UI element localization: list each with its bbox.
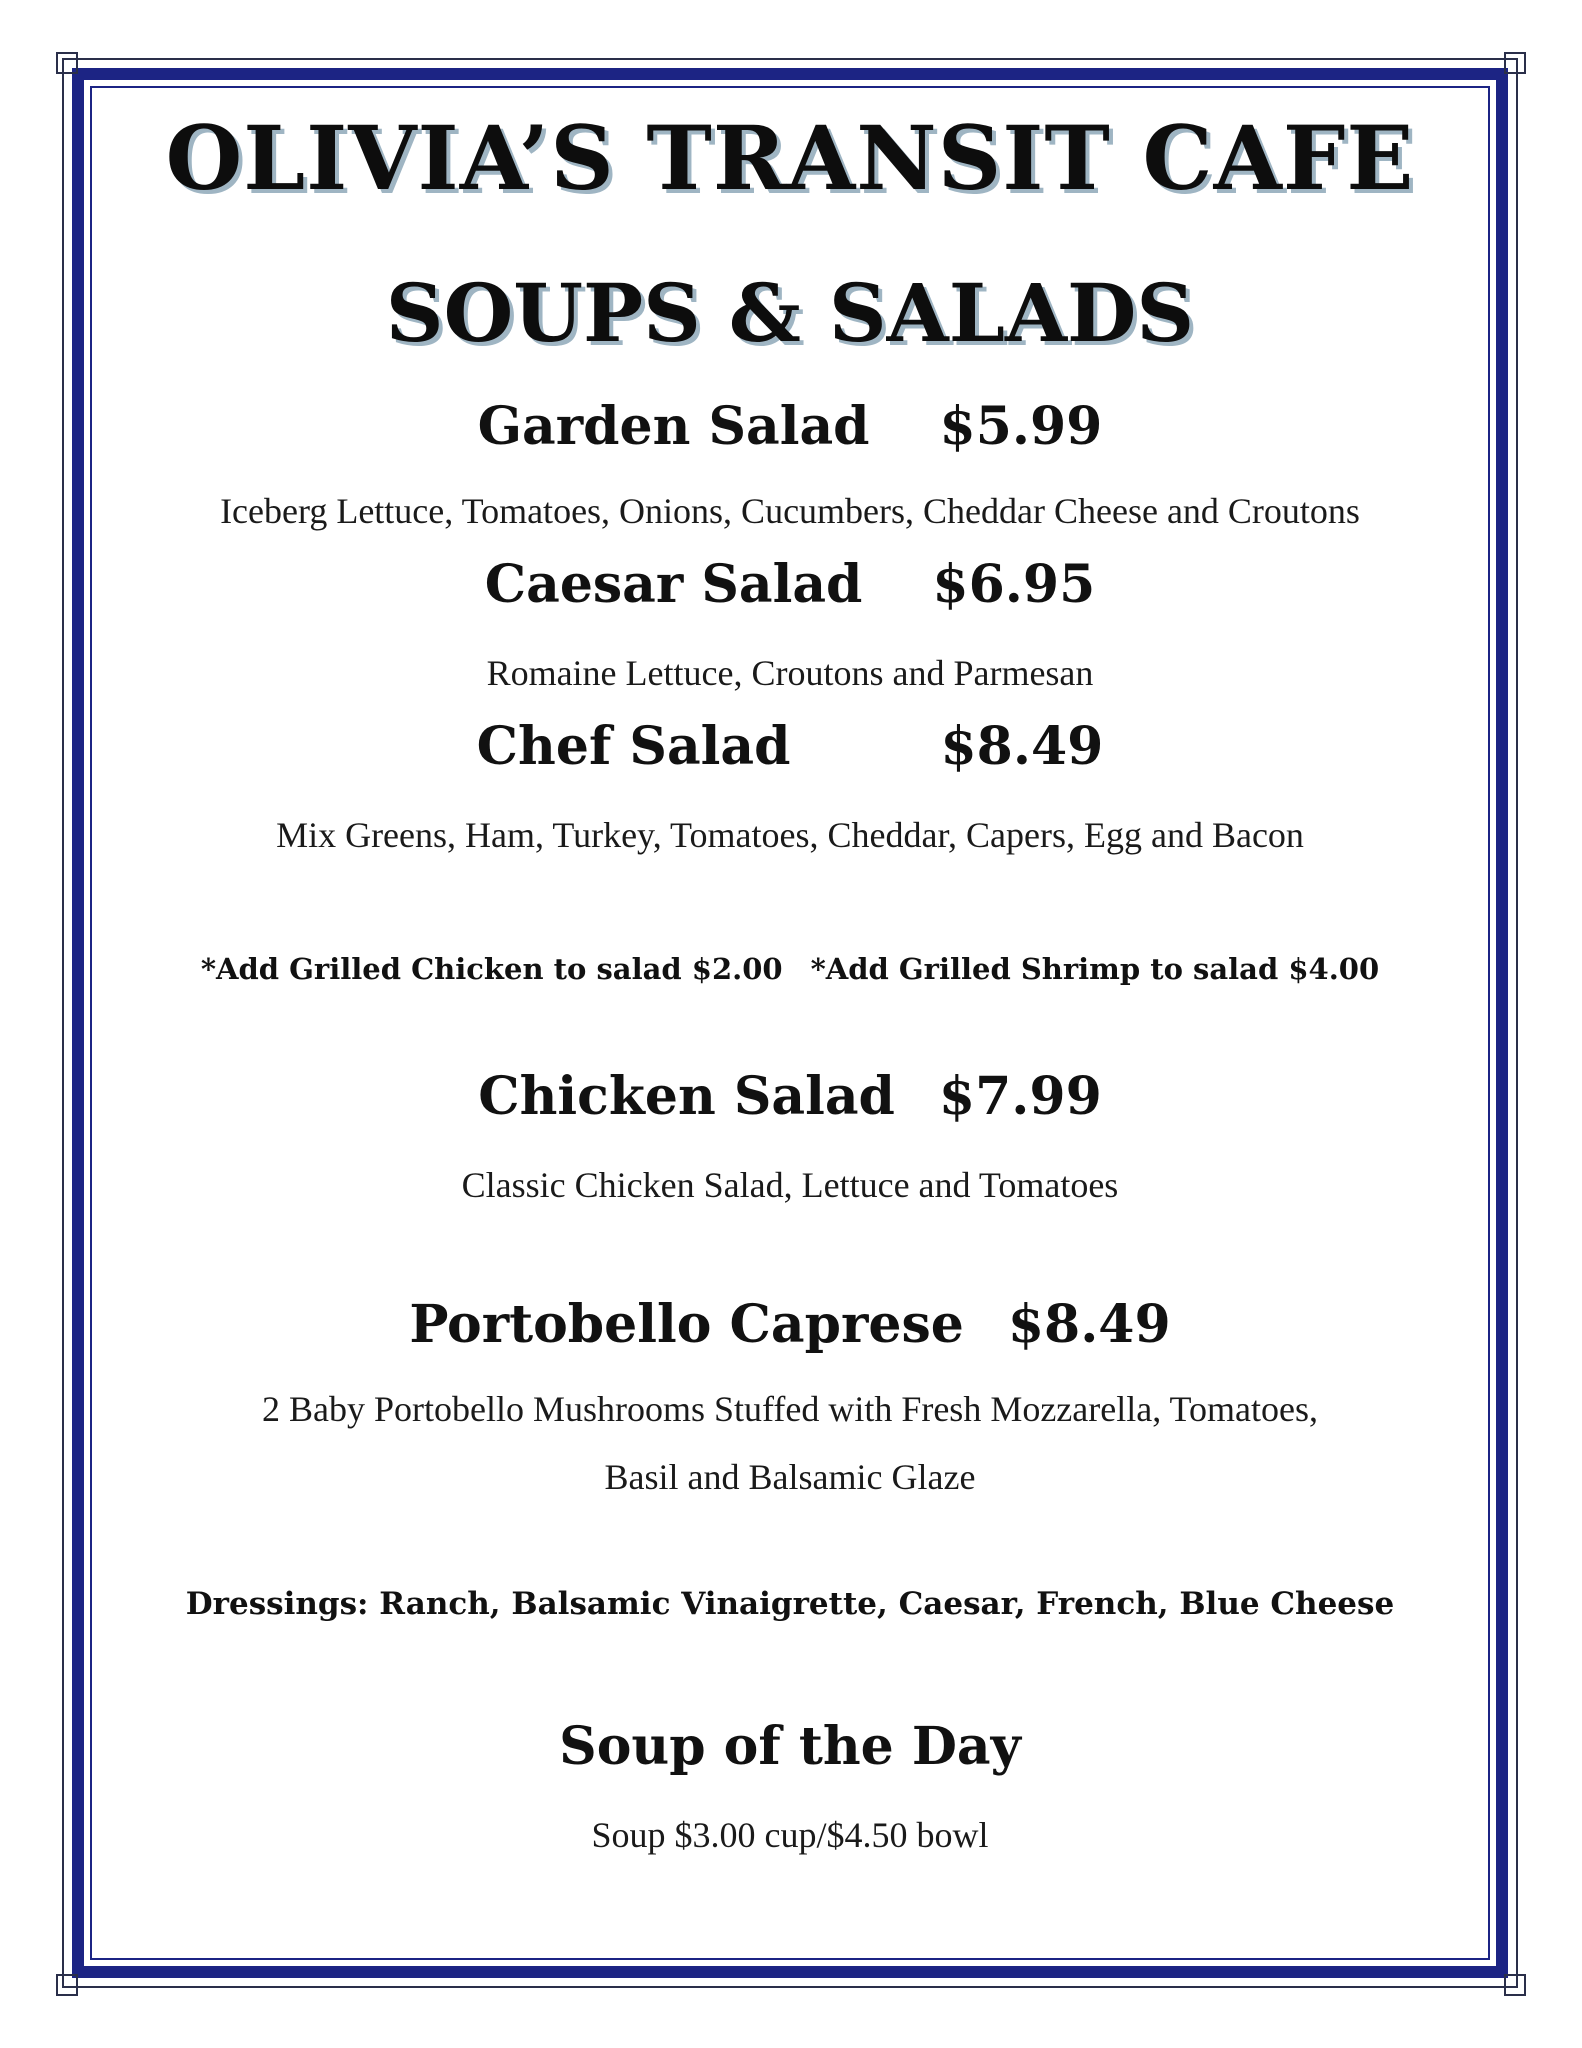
item-price: $5.99	[939, 396, 1103, 457]
cafe-name: OLIVIA’S TRANSIT CAFE	[165, 106, 1415, 210]
item-description: Classic Chicken Salad, Lettuce and Tomatoes	[461, 1165, 1119, 1205]
menu-item-portobello-caprese	[100, 1294, 1480, 1355]
item-name: Garden Salad	[477, 396, 870, 457]
corner-ornament-top-right	[1504, 52, 1526, 74]
item-name: Chef Salad	[476, 716, 791, 777]
item-description: Mix Greens, Ham, Turkey, Tomatoes, Cheddar, Capers, Egg and Bacon	[276, 815, 1304, 855]
corner-ornament-top-left	[56, 52, 78, 74]
salad-addons	[100, 952, 1480, 986]
item-price: $8.49	[940, 716, 1104, 777]
item-name: Chicken Salad	[478, 1066, 895, 1127]
dressings-list: Dressings: Ranch, Balsamic Vinaigrette, Caesar, French, Blue Cheese	[185, 1586, 1395, 1622]
corner-ornament-bottom-left	[56, 1974, 78, 1996]
item-name: Caesar Salad	[484, 554, 863, 615]
item-description: Romaine Lettuce, Croutons and Parmesan	[486, 653, 1094, 693]
menu-item-garden-salad	[100, 396, 1480, 457]
addon-chicken: *Add Grilled Chicken to salad $2.00	[200, 952, 783, 986]
item-price: $6.95	[932, 554, 1096, 615]
menu-item-chef-salad	[100, 716, 1480, 777]
inner-border	[90, 86, 1490, 1960]
section-title: SOUPS & SALADS	[385, 266, 1195, 360]
menu-item-soup-of-the-day: Soup of the Day	[559, 1716, 1021, 1777]
item-description-line-2: Basil and Balsamic Glaze	[604, 1457, 976, 1497]
menu-item-chicken-salad	[100, 1066, 1480, 1127]
menu-item-caesar-salad	[100, 554, 1480, 615]
corner-ornament-bottom-right	[1504, 1974, 1526, 1996]
soup-price: Soup $3.00 cup/$4.50 bowl	[591, 1815, 989, 1855]
item-description: Iceberg Lettuce, Tomatoes, Onions, Cucumbers, Cheddar Cheese and Croutons	[220, 491, 1360, 531]
item-name: Portobello Caprese	[409, 1294, 964, 1355]
item-description-line-1: 2 Baby Portobello Mushrooms Stuffed with Fresh Mozzarella, Tomatoes,	[261, 1389, 1319, 1429]
item-price: $8.49	[1007, 1294, 1171, 1355]
addon-shrimp: *Add Grilled Shrimp to salad $4.00	[810, 952, 1380, 986]
item-price: $7.99	[938, 1066, 1102, 1127]
